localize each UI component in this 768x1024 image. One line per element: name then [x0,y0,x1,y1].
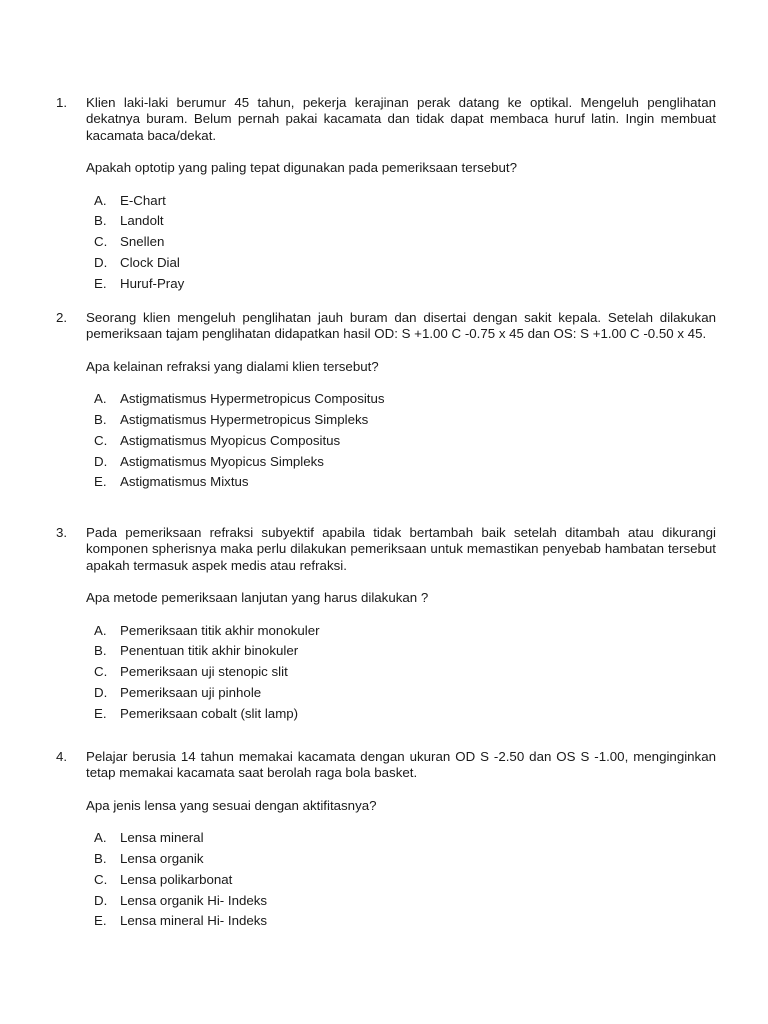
option-text: Astigmatismus Hypermetropicus Simpleks [120,412,369,428]
option-d [86,253,716,274]
option-text: Pemeriksaan uji pinhole [120,685,262,701]
question-2 [56,310,716,493]
option-d [86,452,716,473]
option-letter: C. [94,871,108,887]
question-stem: Pelajar berusia 14 tahun memakai kacamata dengan ukuran OD S -2.50 dan OS S -1.00, menginginkan tetap memakai kacamata saat berolah raga bola basket. [86,749,716,781]
option-list [86,389,716,493]
option-c [86,662,716,683]
option-list [86,191,716,295]
option-text: Lensa organik Hi- Indeks [120,892,268,908]
option-text: Penentuan titik akhir binokuler [120,643,299,659]
option-letter: A. [94,192,107,208]
question-stem: Klien laki-laki berumur 45 tahun, pekerja kerajinan perak datang ke optikal. Mengeluh penglihatan dekatnya buram. Belum pernah pakai kacamata dan tidak dapat membaca huruf latin. Ingin membuat kacamata baca/dekat. [86,95,716,143]
option-d [86,891,716,912]
option-letter: E. [94,275,107,291]
option-a [86,389,716,410]
question-3 [56,525,716,725]
option-e [86,472,716,493]
question-1 [56,95,716,295]
option-text: Pemeriksaan cobalt (slit lamp) [120,705,299,721]
option-letter: C. [94,664,108,680]
option-letter: B. [94,643,107,659]
question-prompt: Apa kelainan refraksi yang dialami klien tersebut? [86,358,379,374]
question-stem: Pada pemeriksaan refraksi subyektif apabila tidak bertambah baik setelah ditambah atau dikurangi komponen spherisnya maka perlu dilakukan pemeriksaan untuk memastikan penyebab hambatan tersebut apakah termasuk aspek medis atau refraksi. [86,525,716,573]
question-number: 3. [56,525,68,540]
option-text: Huruf-Pray [120,275,185,291]
option-letter: B. [94,851,107,867]
option-letter: E. [94,913,107,929]
option-b [86,410,716,431]
option-letter: D. [94,255,108,271]
question-number: 2. [56,310,68,325]
option-letter: A. [94,622,107,638]
option-a [86,828,716,849]
option-text: Astigmatismus Mixtus [120,474,249,490]
option-list [86,828,716,932]
option-text: Lensa mineral [120,830,204,846]
option-letter: E. [94,474,107,490]
option-b [86,641,716,662]
option-letter: C. [94,432,108,448]
option-letter: A. [94,830,107,846]
option-text: Clock Dial [120,255,180,271]
option-text: Pemeriksaan uji stenopic slit [120,664,288,680]
option-c [86,232,716,253]
option-c [86,431,716,452]
option-letter: D. [94,892,108,908]
option-list [86,621,716,725]
option-text: Lensa organik [120,851,204,867]
option-a [86,621,716,642]
question-prompt: Apakah optotip yang paling tepat digunakan pada pemeriksaan tersebut? [86,160,517,176]
question-prompt: Apa metode pemeriksaan lanjutan yang harus dilakukan ? [86,590,429,606]
question-number: 4. [56,749,68,764]
option-text: Pemeriksaan titik akhir monokuler [120,622,320,638]
question-prompt: Apa jenis lensa yang sesuai dengan aktifitasnya? [86,797,377,813]
option-letter: B. [94,412,107,428]
question-4 [56,749,716,932]
option-e [86,704,716,725]
option-d [86,683,716,704]
option-b [86,849,716,870]
option-text: Astigmatismus Myopicus Compositus [120,432,341,448]
option-c [86,870,716,891]
option-b [86,211,716,232]
option-text: Lensa mineral Hi- Indeks [120,913,268,929]
option-letter: E. [94,705,107,721]
option-letter: C. [94,234,108,250]
option-text: Lensa polikarbonat [120,871,233,887]
option-e [86,274,716,295]
question-stem: Seorang klien mengeluh penglihatan jauh buram dan disertai dengan sakit kepala. Setelah dilakukan pemeriksaan tajam penglihatan didapatkan hasil OD: S +1.00 C -0.75 x 45 dan OS: S +1.00 C -0.50 x 45. [86,310,716,342]
option-letter: A. [94,391,107,407]
option-text: Astigmatismus Myopicus Simpleks [120,453,324,469]
option-letter: B. [94,213,107,229]
option-text: Snellen [120,234,165,250]
question-number: 1. [56,95,68,110]
option-text: E-Chart [120,192,166,208]
option-text: Landolt [120,213,164,229]
option-letter: D. [94,453,108,469]
option-e [86,911,716,932]
option-letter: D. [94,685,108,701]
option-a [86,191,716,212]
option-text: Astigmatismus Hypermetropicus Compositus [120,391,385,407]
